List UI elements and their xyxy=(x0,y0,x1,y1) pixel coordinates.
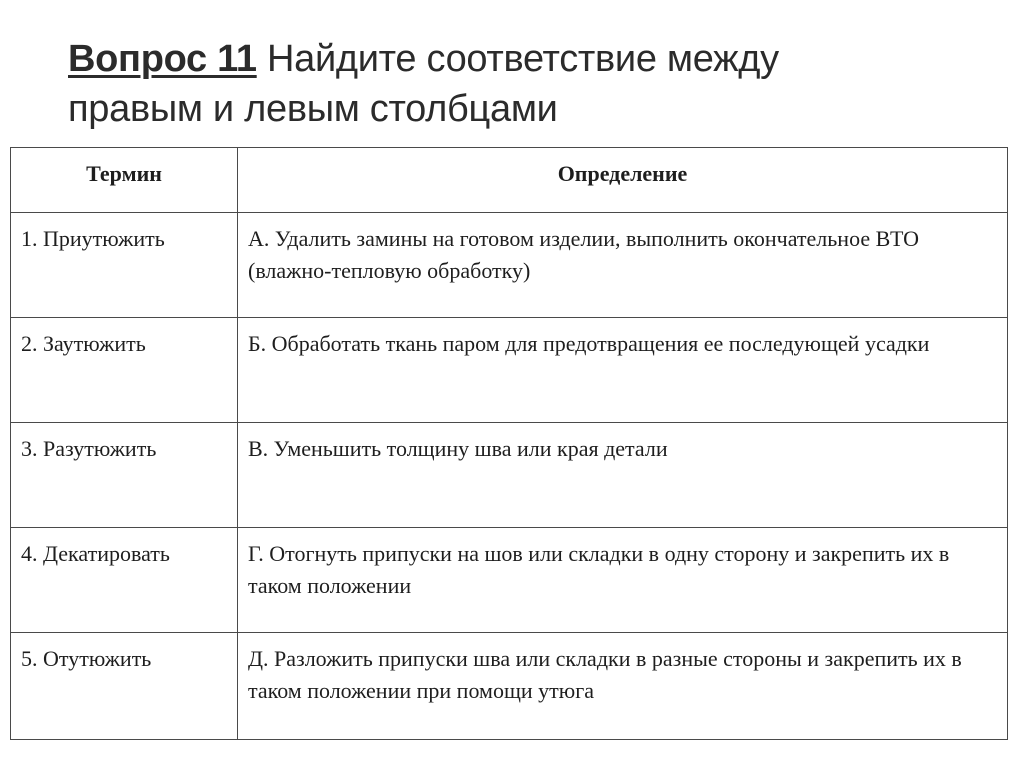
definition-cell: Б. Обработать ткань паром для предотвращения ее последующей усадки xyxy=(238,318,1008,423)
definition-cell: Д. Разложить припуски шва или складки в разные стороны и закрепить их в таком положении при помощи утюга xyxy=(238,633,1008,740)
question-text-line1: Найдите соответствие между xyxy=(266,38,779,80)
matching-table xyxy=(10,147,1008,740)
definition-cell: В. Уменьшить толщину шва или края детали xyxy=(238,423,1008,528)
definition-cell: Г. Отогнуть припуски на шов или складки в одну сторону и закрепить их в таком положении xyxy=(238,528,1008,633)
table-row xyxy=(11,528,1008,633)
header-term: Термин xyxy=(11,148,238,213)
table-row xyxy=(11,423,1008,528)
table-row xyxy=(11,318,1008,423)
term-cell: 5. Отутюжить xyxy=(11,633,238,740)
question-number: Вопрос 11 xyxy=(68,38,257,80)
table-header-row xyxy=(11,148,1008,213)
table-row xyxy=(11,633,1008,740)
term-cell: 2. Заутюжить xyxy=(11,318,238,423)
header-definition: Определение xyxy=(238,148,1008,213)
term-cell: 4. Декатировать xyxy=(11,528,238,633)
question-text-line2: правым и левым столбцами xyxy=(68,88,558,130)
definition-cell: А. Удалить замины на готовом изделии, выполнить окончательное ВТО (влажно-тепловую обработку) xyxy=(238,213,1008,318)
term-cell: 1. Приутюжить xyxy=(11,213,238,318)
term-cell: 3. Разутюжить xyxy=(11,423,238,528)
page-title xyxy=(68,34,968,134)
table-row xyxy=(11,213,1008,318)
